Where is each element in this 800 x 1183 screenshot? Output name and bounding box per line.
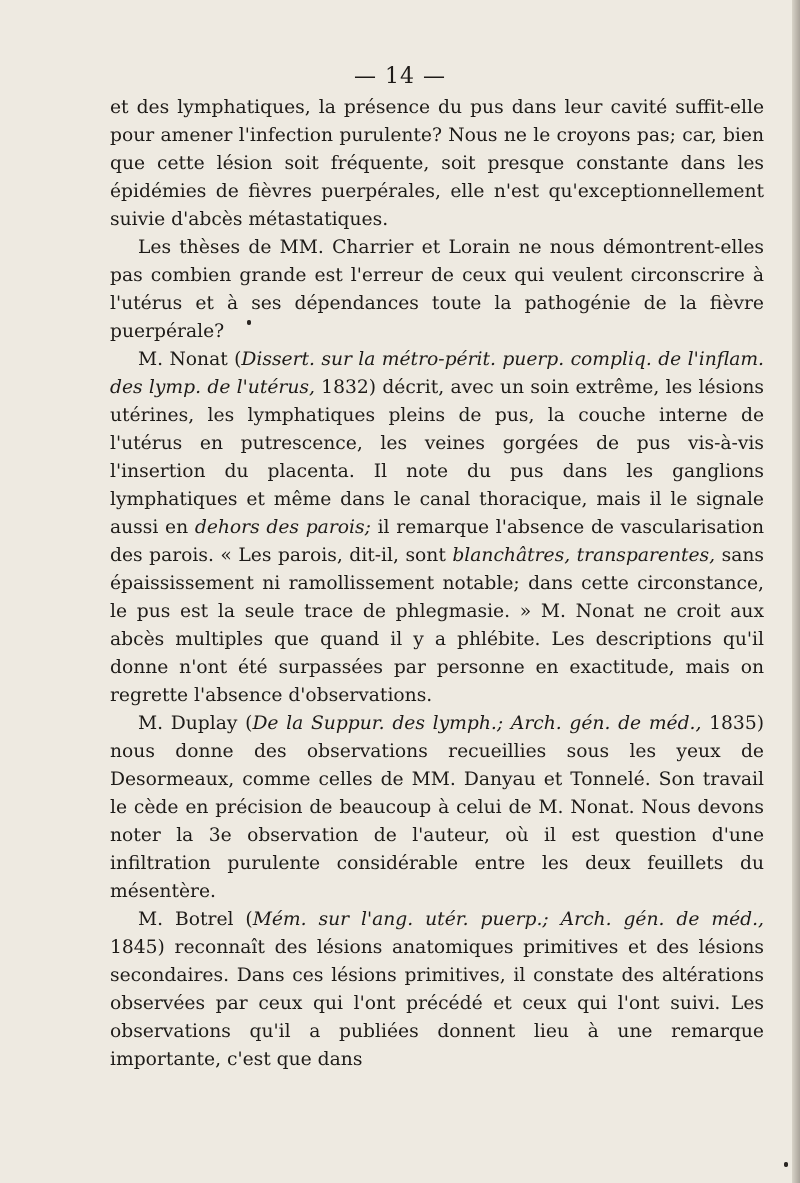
italic-citation: Mém. sur l'ang. utér. puerp.; Arch. gén. de méd., [252, 909, 764, 930]
text-run: 1845) reconnaît des lésions anatomiques primitives et des lésions secondaires. Dans ces lésions primitives, il constate des altérations observées par ceux qui l'ont précédé et ceux qui l'ont suivi. Les observations qu'il a publiées donnent lieu à une remarque importante, c'est que dans [110, 937, 764, 1070]
ink-speck [247, 320, 251, 325]
text-run: 1832) décrit, avec un soin extrême, les lésions utérines, les lymphatiques pleins de pus, la couche interne de l'utérus en putrescence, les veines gorgées de pus vis-à-vis l'insertion du placenta. Il note du pus dans les ganglions lymphatiques et même dans le canal thoracique, mais il le signale aussi en [110, 377, 764, 538]
body-text [110, 94, 764, 1074]
text-run: Les thèses de MM. Charrier et Lorain ne nous démontrent-elles pas combien grande est l'erreur de ceux qui veulent circonscrire à l'utérus et à ses dépendances toute la pathogénie de la fièvre puerpérale? [110, 237, 764, 342]
italic-citation: Dissert. sur la métro-périt. puerp. compliq. de l'inflam. des lymp. de l'utérus, [110, 349, 764, 398]
paragraph [110, 94, 764, 234]
paragraph [110, 346, 764, 710]
text-run: M. Botrel ( [138, 909, 253, 930]
page-number: — 14 — [354, 64, 446, 89]
italic-citation: De la Suppur. des lymph.; Arch. gén. de méd., [252, 713, 702, 734]
text-run: sans épaississement ni ramollissement notable; dans cette circonstance, le pus est la seule trace de phlegmasie. » M. Nonat ne croit aux abcès multiples que quand il y a phlébite. Les descriptions qu'il donne n'ont été surpassées par personne en exactitude, mais on regrette l'absence d'observations. [110, 545, 764, 706]
text-run: M. Nonat ( [138, 349, 242, 370]
paragraph [110, 710, 764, 906]
text-run: 1835) nous donne des observations recueillies sous les yeux de Desormeaux, comme celles de MM. Danyau et Tonnelé. Son travail le cède en précision de beaucoup à celui de M. Nonat. Nous devons noter la 3e observation de l'auteur, où il est question d'une infiltration purulente considérable entre les deux feuillets du mésentère. [110, 713, 765, 902]
text-run: M. Duplay ( [138, 713, 253, 734]
paragraph [110, 906, 764, 1074]
page-edge-shadow [792, 0, 800, 1183]
text-run: il remarque l'absence de vascularisation des parois. « Les parois, dit-il, sont [110, 517, 764, 566]
ink-speck [784, 1162, 788, 1167]
paragraph [110, 234, 764, 346]
italic-citation: dehors des parois; [194, 517, 371, 538]
italic-citation: blanchâtres, transparentes, [452, 545, 716, 566]
text-run: et des lymphatiques, la présence du pus dans leur cavité suffit-elle pour amener l'infection purulente? Nous ne le croyons pas; car, bien que cette lésion soit fréquente, soit presque constante dans les épidémies de fièvres puerpérales, elle n'est qu'exceptionnellement suivie d'abcès métastatiques. [110, 97, 764, 230]
